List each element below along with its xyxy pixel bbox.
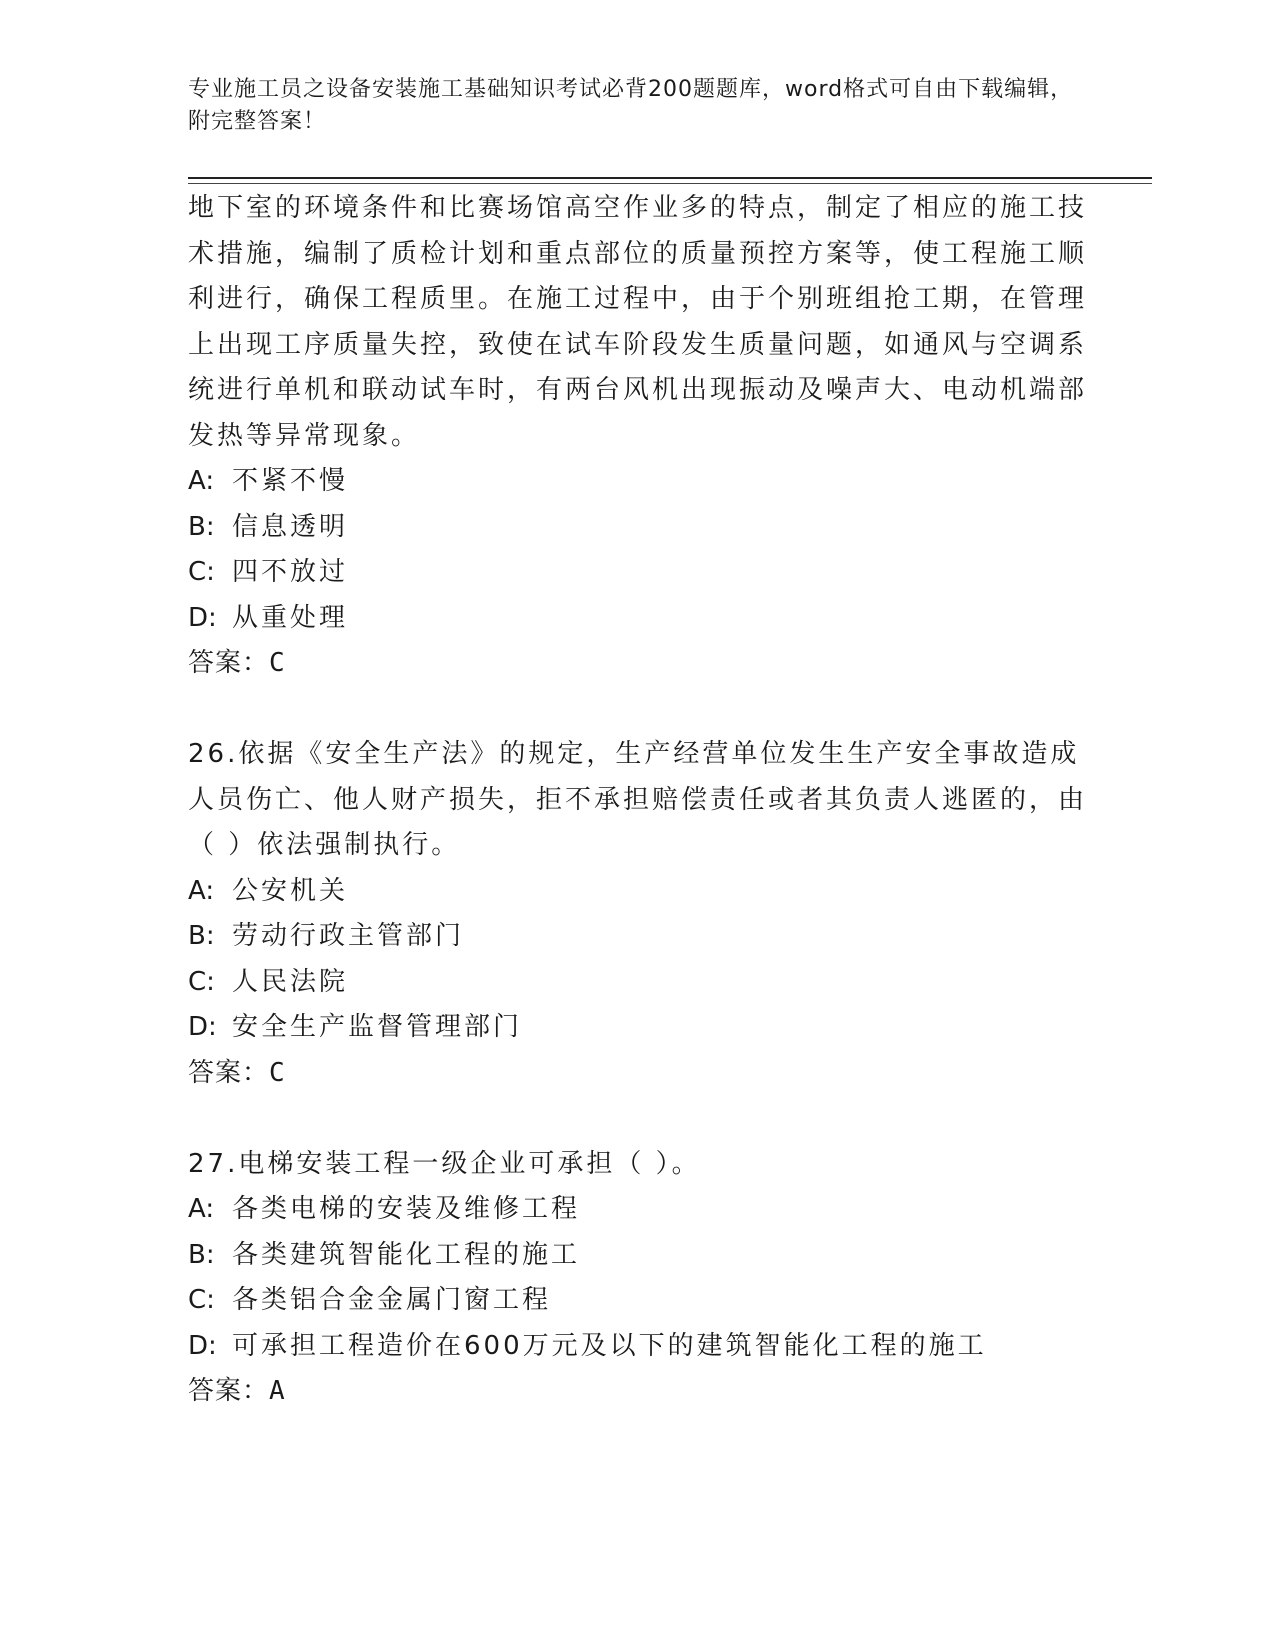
- spacer: [188, 687, 1088, 733]
- option-c: [188, 960, 1088, 1006]
- answer-label: 答案：: [188, 1376, 270, 1406]
- answer-line: [188, 1369, 1088, 1415]
- document-header-title: 专业施工员之设备安装施工基础知识考试必背200题题库，word格式可自由下载编辑，附完整答案！: [188, 77, 1074, 134]
- option-text: 不紧不慢: [232, 466, 349, 496]
- question-block: [188, 1142, 1088, 1415]
- answer-value: C: [269, 1057, 286, 1088]
- option-key: D:: [188, 1012, 217, 1042]
- spacer: [188, 1096, 1088, 1142]
- answer-value: A: [269, 1376, 286, 1406]
- option-key: C:: [188, 557, 215, 587]
- question-stem: 地下室的环境条件和比赛场馆高空作业多的特点，制定了相应的施工技术措施，编制了质检计划和重点部位的质量预控方案等，使工程施工顺利进行，确保工程质里。在施工过程中，由于个别班组抢工期，在管理上出现工序质量失控，致使在试车阶段发生质量问题，如通风与空调系统进行单机和联动试车时，有两台风机出现振动及噪声大、电动机端部发热等异常现象。: [188, 193, 1088, 451]
- option-b: [188, 505, 1088, 551]
- option-a: [188, 869, 1088, 915]
- question-block: [188, 186, 1088, 687]
- option-d: [188, 596, 1088, 642]
- question-stem: 26.依据《安全生产法》的规定，生产经营单位发生生产安全事故造成人员伤亡、他人财产损失，拒不承担赔偿责任或者其负责人逃匿的，由（ ）依法强制执行。: [188, 739, 1088, 860]
- option-d: [188, 1005, 1088, 1051]
- option-text: 公安机关: [232, 875, 349, 906]
- option-text: 可承担工程造价在600万元及以下的建筑智能化工程的施工: [232, 1330, 987, 1361]
- option-b: [188, 914, 1088, 960]
- option-c: [188, 1278, 1088, 1324]
- header-rule-thick: [188, 177, 1152, 179]
- option-text: 信息透明: [232, 511, 349, 542]
- option-key: B:: [188, 511, 215, 542]
- option-key: D:: [188, 1330, 217, 1361]
- option-text: 四不放过: [232, 557, 349, 587]
- option-text: 各类建筑智能化工程的施工: [232, 1239, 581, 1270]
- option-a: [188, 459, 1088, 505]
- answer-value: C: [269, 648, 286, 678]
- question-list: [188, 186, 1088, 1415]
- option-text: 劳动行政主管部门: [232, 921, 465, 951]
- option-key: B:: [188, 1239, 215, 1270]
- option-text: 各类铝合金金属门窗工程: [232, 1285, 552, 1315]
- option-text: 各类电梯的安装及维修工程: [232, 1194, 581, 1224]
- answer-label: 答案：: [188, 648, 270, 678]
- option-c: [188, 550, 1088, 596]
- answer-line: [188, 641, 1088, 687]
- option-a: [188, 1187, 1088, 1233]
- option-b: [188, 1233, 1088, 1279]
- option-d: [188, 1324, 1088, 1370]
- option-key: A:: [188, 1194, 215, 1224]
- answer-line: [188, 1051, 1088, 1097]
- option-key: A:: [188, 875, 215, 906]
- option-key: C:: [188, 966, 215, 997]
- answer-label: 答案：: [188, 1057, 270, 1088]
- option-key: B:: [188, 921, 215, 951]
- option-key: A:: [188, 466, 215, 496]
- option-key: D:: [188, 602, 217, 633]
- option-text: 安全生产监督管理部门: [232, 1012, 523, 1042]
- header-rule-thin: [188, 183, 1152, 184]
- option-key: C:: [188, 1285, 215, 1315]
- option-text: 从重处理: [232, 602, 349, 633]
- question-stem: 27.电梯安装工程一级企业可承担（ ）。: [188, 1148, 701, 1179]
- option-text: 人民法院: [232, 966, 349, 997]
- question-block: [188, 732, 1088, 1096]
